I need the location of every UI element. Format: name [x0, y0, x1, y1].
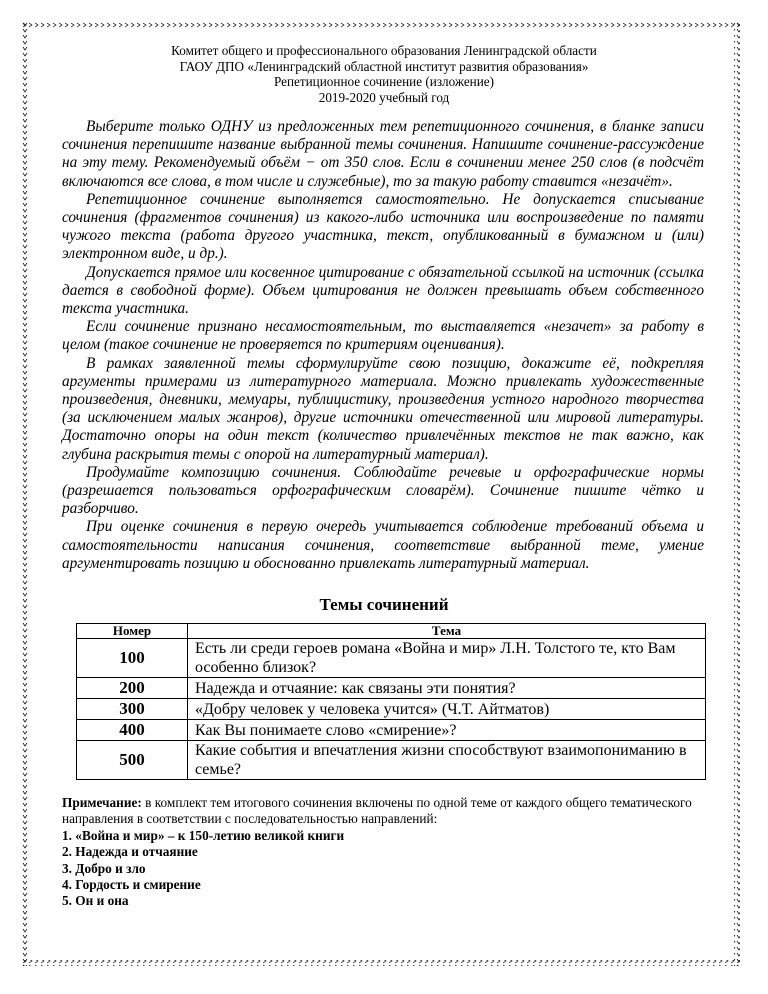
- table-header-row: [77, 624, 706, 639]
- direction-item: 4. Гордость и смирение: [62, 877, 201, 893]
- instruction-paragraph: Выберите только ОДНУ из предложенных тем репетиционного сочинения, в бланке записи сочинения перепишите название выбранной темы сочинения. Напишите сочинение-рассуждение на эту тему. Рекомендуемый объём − от 350 слов. Если в сочинении менее 250 слов (в подсчёт включаются все слова, в том числе и служебные), то за такую работу ставится «незачёт».: [62, 118, 704, 190]
- topics-table: [76, 623, 706, 780]
- table-row: [77, 699, 706, 720]
- note-text: в комплект тем итогового сочинения включены по одной теме от каждого общего тематического направления в соответствии с последовательностью направлений:: [62, 795, 692, 827]
- header-line-institute: ГАОУ ДПО «Ленинградский областной институт развития образования»: [179, 58, 589, 74]
- instruction-paragraph: При оценке сочинения в первую очередь учитывается соблюдение требований объема и самостоятельности написания сочинения, соответствие выбранной теме, умение аргументировать позицию и обоснованно привлекать литературный материал.: [62, 518, 704, 572]
- topic-theme: «Добру человек у человека учится» (Ч.Т. Айтматов): [188, 699, 706, 720]
- column-header-number: Номер: [77, 624, 188, 639]
- topic-number: 300: [77, 699, 188, 720]
- note-paragraph: [62, 795, 712, 828]
- instruction-paragraph: Если сочинение признано несамостоятельным, то выставляется «незачет» за работу в целом (такое сочинение не проверяется по критериям оценивания).: [62, 318, 704, 354]
- table-row: [77, 741, 706, 780]
- topic-number: 400: [77, 720, 188, 741]
- direction-item: 1. «Война и мир» – к 150-летию великой книги: [62, 827, 345, 843]
- instruction-paragraph: Продумайте композицию сочинения. Соблюдайте речевые и орфографические нормы (разрешается пользоваться орфографическим словарём). Сочинение пишите чётко и разборчиво.: [62, 463, 704, 518]
- topic-theme: Надежда и отчаяние: как связаны эти понятия?: [188, 678, 706, 699]
- note-label: Примечание:: [62, 795, 142, 810]
- table-row: [77, 720, 706, 741]
- direction-item: 2. Надежда и отчаяние: [62, 844, 198, 860]
- table-row: [77, 678, 706, 699]
- document-header: [0, 43, 768, 105]
- instructions: [62, 118, 704, 573]
- direction-item: 5. Он и она: [62, 893, 129, 909]
- direction-item: 3. Добро и зло: [62, 860, 146, 876]
- topic-theme: Как Вы понимаете слово «смирение»?: [188, 720, 706, 741]
- topic-number: 500: [77, 741, 188, 780]
- column-header-theme: Тема: [188, 624, 706, 639]
- instruction-paragraph: В рамках заявленной темы сформулируйте свою позицию, докажите её, подкрепляя аргументы примерами из литературного материала. Можно привлекать художественные произведения, дневники, мемуары, публицистику, произведения устного народного творчества (за исключением малых жанров), другие источники отечественной или мировой литературы. Достаточно опоры на один текст (количество привлечённых текстов не так важно, как глубина раскрытия темы с опорой на литературный материал).: [62, 354, 704, 463]
- topic-theme: Есть ли среди героев романа «Война и мир» Л.Н. Толстого те, кто Вам особенно близок?: [188, 639, 706, 678]
- instruction-paragraph: Допускается прямое или косвенное цитирование с обязательной ссылкой на источник (ссылка дается в свободной форме). Объем цитирования не должен превышать объем собственного текста участника.: [62, 263, 704, 318]
- header-line-exam-type: Репетиционное сочинение (изложение): [273, 74, 495, 89]
- header-line-year: 2019-2020 учебный год: [318, 89, 450, 105]
- topic-number: 200: [77, 678, 188, 699]
- table-row: [77, 639, 706, 678]
- note: [62, 795, 712, 910]
- topics-title: Темы сочинений: [319, 595, 449, 614]
- topic-theme: Какие события и впечатления жизни способствуют взаимопониманию в семье?: [188, 741, 706, 780]
- topic-number: 100: [77, 639, 188, 678]
- header-line-committee: Комитет общего и профессионального образования Ленинградской области: [171, 43, 597, 58]
- instruction-paragraph: Репетиционное сочинение выполняется самостоятельно. Не допускается списывание сочинения (фрагментов сочинения) из какого-либо источника или воспроизведение по памяти чужого текста (работа другого участника, текст, опубликованный в бумажном и (или) электронном виде, и др.).: [62, 190, 704, 263]
